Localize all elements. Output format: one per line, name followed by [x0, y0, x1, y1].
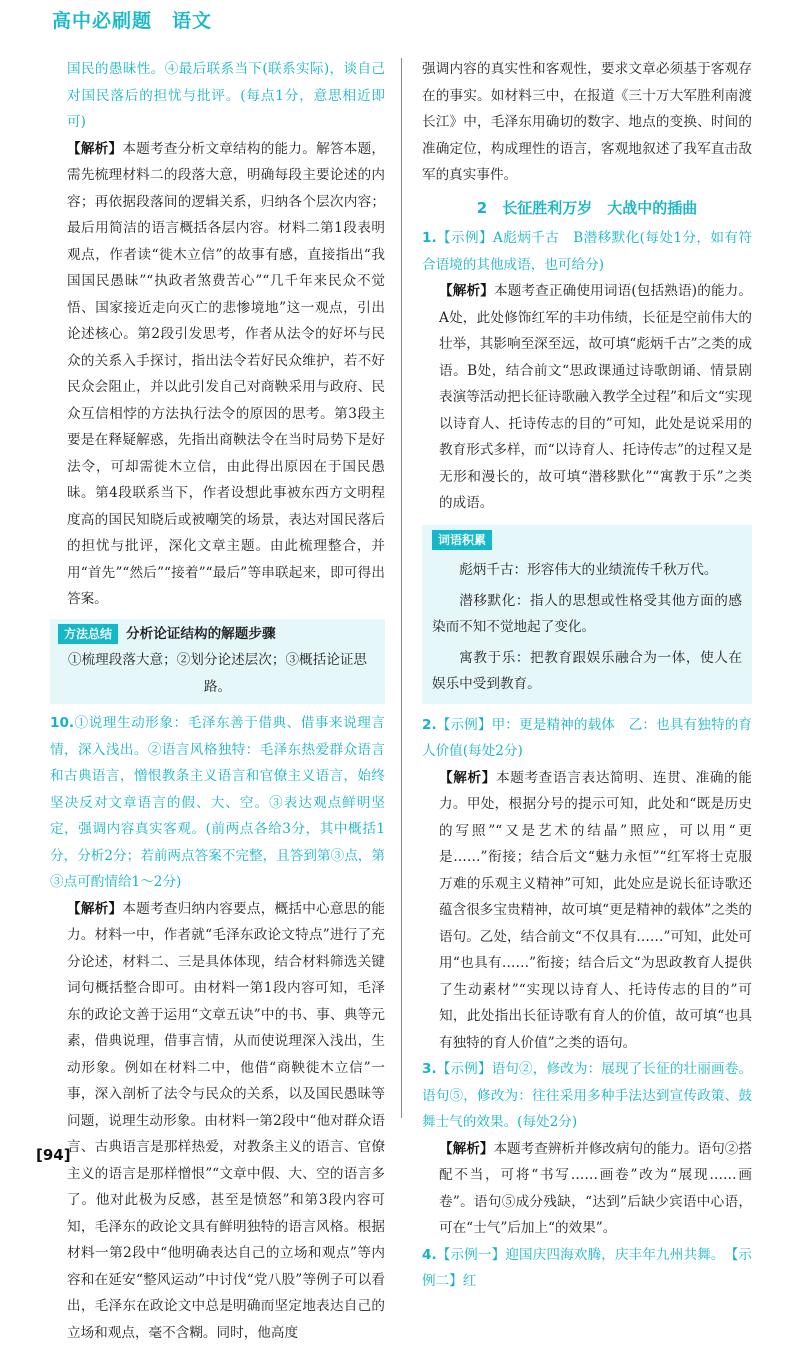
analysis-tag: 【解析】: [67, 141, 122, 157]
question-2: [422, 712, 752, 765]
page-number-value: 94: [43, 1146, 64, 1164]
section-title: 2 长征胜利万岁 大战中的插曲: [422, 195, 752, 222]
question-number: 1.: [422, 230, 437, 246]
question-4: [422, 1242, 752, 1295]
question-4-answer: 【示例一】迎国庆四海欢腾，庆丰年九州共舞。 【示例二】红: [422, 1247, 752, 1290]
method-content: ①梳理段落大意；②划分论述层次；③概括论证思路。: [58, 647, 377, 700]
analysis-block-10: [50, 896, 385, 1346]
question-number: 10.: [50, 715, 74, 731]
analysis-block: [50, 136, 385, 613]
analysis-text: 本题考查辨析并修改病句的能力。语句②搭配不当，可将“书写……画卷”改为“展现……画卷”。语句⑤成分残缺，“达到”后缺少宾语中心语，可在“士气”后加上“的效果”。: [439, 1141, 752, 1237]
vocabulary-label: 词语积累: [432, 530, 492, 550]
page-number: [94]: [36, 1146, 71, 1164]
vocabulary-box: [422, 525, 752, 704]
question-3: [422, 1056, 752, 1136]
analysis-tag: 【解析】: [439, 770, 496, 786]
answer-continuation: 国民的愚昧性。④最后联系当下(联系实际)，谈自己对国民落后的担忧与批评。(每点1分，意思相近即可): [50, 56, 385, 136]
question-number: 4.: [422, 1247, 437, 1263]
analysis-tag: 【解析】: [439, 1141, 493, 1157]
method-summary-box: [50, 619, 385, 705]
left-column: [50, 56, 385, 1346]
analysis-block-2: [422, 765, 752, 1057]
question-2-answer: 【示例】甲：更是精神的载体 乙：也具有独特的育人价值(每处2分): [422, 717, 752, 760]
analysis-text: 本题考查归纳内容要点，概括中心意思的能力。材料一中，作者就“毛泽东政论文特点”进行了充分论述，材料二、三是具体体现，结合材料筛选关键词句概括整合即可。由材料一第1段内容可知，毛泽东的政论文善于运用“文章五诀”中的书、事、典等元素，借典说理，借事言情，从而使说理深入浅出，生动形象。例如在材料二中，他借“商鞅徙木立信”一事，深入剖析了法令与民众的关系，以及国民愚昧等问题，说理生动形象。由材料一第2段中“他对群众语言、古典语言是那样热爱，对教条主义的语言、官僚主义的语言是那样憎恨”“文章中假、大、空的语言多了。他对此极为反感，甚至是愤怒”和第3段内容可知，毛泽东的政论文具有鲜明独特的语言风格。根据材料一第2段中“他明确表达自己的立场和观点”等内容和在延安“整风运动”中讨伐“党八股”等例子可以看出，毛泽东在政论文中总是明确而坚定地表达自己的立场和观点，毫不含糊。同时，他高度: [67, 901, 385, 1341]
right-column: [422, 56, 752, 1295]
analysis-tag: 【解析】: [439, 283, 494, 299]
column-divider: [401, 58, 402, 1118]
analysis-text: 本题考查语言表达简明、连贯、准确的能力。甲处，根据分号的提示可知，此处和“既是历史的写照”“又是艺术的结晶”照应，可以用“更是……”衔接；结合后文“魅力永恒”“红军将士克服万难的乐观主义精神”可知，此处应是说长征诗歌还蕴含很多宝贵精神，故可填“更是精神的载体”之类的语句。乙处，结合前文“不仅具有……”可知，此处可用“也具有……”衔接；结合后文“为思政教育人提供了生动素材”“实现以诗育人、托诗传志的目的”可知，此处指出长征诗歌有育人的价值，故可填“也具有独特的育人价值”之类的语句。: [439, 770, 752, 1051]
question-number: 3.: [422, 1061, 437, 1077]
question-number: 2.: [422, 717, 437, 733]
page-header-title: 高中必刷题 语文: [52, 6, 212, 33]
question-10-answer: ①说理生动形象：毛泽东善于借典、借事来说理言情，深入浅出。②语言风格独特：毛泽东热爱群众语言和古典语言，憎恨教条主义语言和官僚主义语言，始终坚决反对文章语言的假、大、空。③表达观点鲜明坚定，强调内容真实客观。(前两点各给3分，其中概括1分，分析2分；若前两点答案不完整，且答到第③点，第③点可酌情给1～2分): [50, 715, 385, 890]
analysis-text: 本题考查正确使用词语(包括熟语)的能力。A处，此处修饰红军的丰功伟绩，长征是空前伟大的壮举，其影响至深至远，故可填“彪炳千古”之类的成语。B处，结合前文“思政课通过诗歌朗诵、情景剧表演等活动把长征诗歌融入教学全过程”和后文“实现以诗育人、托诗传志的目的”可知，此处是说采用的教育形式多样，而“以诗育人、托诗传志”的过程又是无形和漫长的，故可填“潜移默化”“寓教于乐”之类的成语。: [439, 283, 752, 511]
method-label: 方法总结: [58, 624, 118, 644]
analysis-text: 本题考查分析文章结构的能力。解答本题，需先梳理材料二的段落大意，明确每段主要论述的内容；再依据段落间的逻辑关系，归纳各个层次内容；最后用简洁的语言概括各层内容。材料二第1段表明观点，作者读“徙木立信”的故事有感，直接指出“我国国民愚昧”“执政者煞费苦心”“几千年来民众不觉悟、国家接近走向灭亡的悲惨境地”这一观点，引出论述核心。第2段引发思考，作者从法令的好坏与民众的关系入手探讨，指出法令若好民众维护，若不好民众会阻止，并以此引发自己对商鞅采用与政府、民众互信相悖的方法执行法令的原因的思考。第3段主要是在释疑解惑，先指出商鞅法令在当时局势下是好法令，可却需徙木立信，由此得出原因在于国民愚昧。第4段联系当下，作者设想此事被东西方文明程度高的国民知晓后或被嘲笑的场景，表达对国民落后的担忧与批评，深化文章主题。由此梳理整合，并用“首先”“然后”“接着”“最后”等串联起来，即可得出答案。: [67, 141, 385, 608]
question-10: [50, 710, 385, 896]
question-1-answer: 【示例】A彪炳千古 B潜移默化(每处1分，如有符合语境的其他成语，也可给分): [422, 230, 752, 273]
analysis-continuation: 强调内容的真实性和客观性，要求文章必须基于客观存在的事实。如材料三中，在报道《三十万大军胜利南渡长江》中，毛泽东用确切的数字、地点的变换、时间的准确定位，构成理性的语言，客观地叙述了我军直击敌军的真实事件。: [422, 56, 752, 189]
analysis-block-1: [422, 278, 752, 517]
question-3-answer: 【示例】语句②，修改为：展现了长征的壮丽画卷。语句⑤，修改为：往往采用多种手法达到宣传政策、鼓舞士气的效果。(每处2分): [422, 1061, 752, 1130]
vocabulary-item: 寓教于乐：把教育跟娱乐融合为一体，使人在娱乐中受到教育。: [432, 645, 742, 698]
question-1: [422, 225, 752, 278]
analysis-tag: 【解析】: [67, 901, 122, 917]
vocabulary-item: 彪炳千古：形容伟大的业绩流传千秋万代。: [432, 557, 742, 584]
vocabulary-item: 潜移默化：指人的思想或性格受其他方面的感染而不知不觉地起了变化。: [432, 588, 742, 641]
method-title: 分析论证结构的解题步骤: [126, 626, 276, 642]
analysis-block-3: [422, 1136, 752, 1242]
